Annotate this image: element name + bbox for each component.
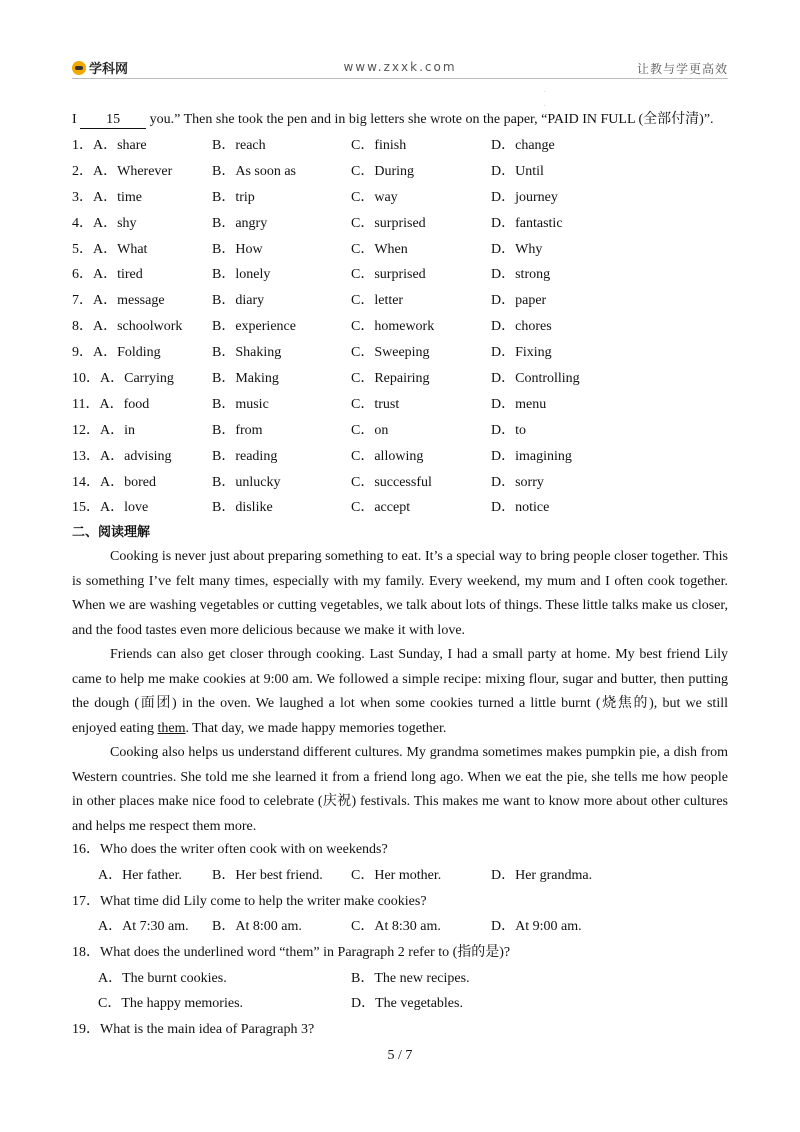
option-c: C．homework: [351, 319, 435, 335]
option-b: B．unlucky: [212, 474, 281, 490]
answer-a: A．At 7:30 am.: [98, 919, 189, 935]
option-c: C．successful: [351, 474, 432, 490]
passage-paragraph-2: [72, 643, 728, 741]
option-c: C．accept: [351, 500, 411, 516]
option-row: [72, 136, 728, 162]
answer-row-18a: [72, 968, 728, 994]
option-d: D．Why: [491, 241, 543, 257]
option-a: [72, 162, 172, 182]
option-c: C．letter: [351, 293, 404, 309]
option-b: B．angry: [212, 215, 268, 231]
option-a: [72, 317, 182, 337]
option-c: C．way: [351, 189, 398, 205]
option-d: D．fantastic: [491, 215, 563, 231]
cloze-options: [72, 136, 728, 524]
answer-c: C．The happy memories.: [98, 996, 244, 1012]
option-a: [72, 395, 149, 415]
question-number: 9．: [72, 345, 93, 361]
option-d: D．Until: [491, 163, 544, 179]
answer-a: A．The burnt cookies.: [98, 970, 227, 986]
option-b: B．How: [212, 241, 263, 257]
answer-c: C．Her mother.: [351, 868, 442, 884]
slogan: 让教与学更高效: [636, 62, 728, 76]
option-a-text: A．share: [93, 138, 147, 153]
option-a-text: A．bored: [100, 474, 156, 490]
option-a-text: A．message: [93, 293, 165, 309]
option-b: B．reading: [212, 448, 278, 464]
option-row: [72, 498, 728, 524]
answer-d: D．At 9:00 am.: [491, 919, 582, 935]
answer-row-16: [72, 865, 728, 891]
option-row: [72, 214, 728, 240]
answer-c: C．At 8:30 am.: [351, 919, 441, 935]
option-d: D．Fixing: [491, 345, 552, 361]
option-a-text: A．Carrying: [100, 371, 174, 387]
option-a-text: A．Wherever: [93, 163, 173, 179]
option-a: [72, 188, 142, 208]
option-a: [72, 498, 148, 518]
option-row: [72, 473, 728, 499]
answer-d: D．The vegetables.: [351, 996, 463, 1012]
page-number: 5 / 7: [387, 1048, 413, 1063]
option-c: C．on: [351, 422, 389, 438]
cloze-tail-after: you.” Then she took the pen and in big letters she wrote on the paper, “PAID IN FULL (全部付清)”.: [146, 112, 714, 127]
option-row: [72, 395, 728, 421]
option-d: D．Controlling: [491, 371, 580, 387]
question-number: 15．: [72, 500, 100, 516]
answer-a: A．Her father.: [98, 868, 182, 884]
option-row: [72, 447, 728, 473]
option-b: B．diary: [212, 293, 265, 309]
answer-row-18b: [72, 993, 728, 1019]
underlined-word: them: [157, 720, 186, 736]
answer-row-17: [72, 916, 728, 942]
option-d: D．paper: [491, 293, 547, 309]
question-stem-16: 16．Who does the writer often cook with on weekends?: [72, 842, 388, 858]
question-number: 10．: [72, 371, 100, 387]
option-a: [72, 421, 135, 441]
paragraph-2-text-end: . That day, we made happy memories together.: [185, 720, 447, 736]
paragraph-2-text: Friends can also get closer through cooking. Last Sunday, I had a small party at home. My best friend Lily came to help me make cookies at 9:00 am. We followed a simple recipe: mixing flour, sugar and butter, then putting the dough (面团) in the oven. We laughed a lot when some cookies turned a little burnt (烧焦的), but we still enjoyed eating: [72, 647, 728, 736]
answer-d: D．Her grandma.: [491, 868, 593, 884]
option-row: [72, 188, 728, 214]
option-row: [72, 369, 728, 395]
option-row: [72, 265, 728, 291]
question-number: 4．: [72, 215, 93, 231]
answer-b: B．The new recipes.: [351, 970, 470, 986]
option-row: [72, 421, 728, 447]
option-d: D．sorry: [491, 474, 544, 490]
option-a-text: A．tired: [93, 267, 143, 283]
page-header: [72, 56, 728, 79]
option-a-text: A．schoolwork: [93, 319, 183, 335]
option-a: [72, 214, 137, 234]
option-b: B．music: [212, 396, 269, 412]
option-a: [72, 291, 165, 311]
option-row: [72, 162, 728, 188]
option-b: B．Shaking: [212, 345, 282, 361]
page-content: [72, 110, 728, 1045]
option-a-text: A．love: [100, 500, 149, 516]
question-stem-18: 18．What does the underlined word “them” in Paragraph 2 refer to (指的是)?: [72, 945, 511, 961]
question-number: 14．: [72, 474, 100, 490]
option-a: [72, 240, 147, 260]
option-d: D．notice: [491, 500, 550, 516]
cloze-tail-before: I: [72, 112, 81, 127]
cloze-blank: 15: [80, 112, 146, 129]
question-number: 2．: [72, 163, 93, 179]
decorative-dots: . .: [544, 88, 546, 108]
option-d: D．chores: [491, 319, 552, 335]
option-c: C．finish: [351, 138, 407, 153]
answer-b: B．Her best friend.: [212, 868, 323, 884]
section-title: 二、阅读理解: [72, 525, 151, 541]
option-b: B．experience: [212, 319, 296, 335]
option-c: C．surprised: [351, 215, 426, 231]
option-a-text: A．shy: [93, 215, 137, 231]
site-url: www.zxxk.com: [343, 60, 457, 74]
option-a-text: A．What: [93, 241, 148, 257]
option-c: C．When: [351, 241, 408, 257]
option-a: [72, 265, 143, 285]
option-row: [72, 240, 728, 266]
option-a: [72, 473, 156, 493]
option-row: [72, 291, 728, 317]
question-number: 3．: [72, 189, 93, 205]
logo-text: 学科网: [89, 62, 129, 77]
option-a: [72, 136, 147, 156]
option-c: C．trust: [351, 396, 400, 412]
option-c: C．Repairing: [351, 371, 430, 387]
question-number: 11．: [72, 396, 100, 412]
option-b: B．dislike: [212, 500, 273, 516]
option-c: C．Sweeping: [351, 345, 430, 361]
option-a-text: A．Folding: [93, 345, 161, 361]
option-d: D．imagining: [491, 448, 572, 464]
question-number: 5．: [72, 241, 93, 257]
passage-paragraph-1: Cooking is never just about preparing something to eat. It’s a special way to bring people closer together. This is something I’ve felt many times, especially with my family. Every weekend, my mum and I often cook together. When we are washing vegetables or cutting vegetables, we talk about lots of things. These little talks make us closer, and the food tastes even more delicious because we make it with love.: [72, 549, 728, 638]
option-b: B．Making: [212, 371, 279, 387]
question-number: 7．: [72, 293, 93, 309]
question-number: 1．: [72, 138, 93, 153]
option-b: B．reach: [212, 138, 266, 153]
cloze-tail-line: [72, 110, 728, 136]
option-a: [72, 447, 172, 467]
option-a: [72, 369, 174, 389]
option-d: D．journey: [491, 189, 558, 205]
question-stem-19: 19．What is the main idea of Paragraph 3?: [72, 1022, 315, 1038]
option-a: [72, 343, 161, 363]
option-row: [72, 343, 728, 369]
option-d: D．to: [491, 422, 526, 438]
answer-b: B．At 8:00 am.: [212, 919, 302, 935]
option-row: [72, 317, 728, 343]
option-d: D．menu: [491, 396, 547, 412]
question-number: 12．: [72, 422, 100, 438]
option-c: C．surprised: [351, 267, 426, 283]
option-c: C．During: [351, 163, 414, 179]
option-b: B．trip: [212, 189, 255, 205]
option-b: B．As soon as: [212, 163, 297, 179]
option-d: D．change: [491, 138, 555, 153]
option-a-text: A．time: [93, 189, 142, 205]
question-stem-17: 17．What time did Lily come to help the writer make cookies?: [72, 893, 427, 909]
question-number: 8．: [72, 319, 93, 335]
question-number: 13．: [72, 448, 100, 464]
passage-paragraph-3: Cooking also helps us understand different cultures. My grandma sometimes makes pumpkin pie, a dish from Western countries. She told me she learned it from a friend long ago. When we eat the pie, she tells me how people in other places make nice food to celebrate (庆祝) festivals. This makes me want to know more about other cultures and helps me respect them more.: [72, 745, 728, 834]
option-a-text: A．in: [100, 422, 135, 438]
option-b: B．from: [212, 422, 263, 438]
option-d: D．strong: [491, 267, 551, 283]
option-c: C．allowing: [351, 448, 424, 464]
question-number: 6．: [72, 267, 93, 283]
option-a-text: A．advising: [100, 448, 172, 464]
option-b: B．lonely: [212, 267, 271, 283]
option-a-text: A．food: [99, 396, 150, 412]
